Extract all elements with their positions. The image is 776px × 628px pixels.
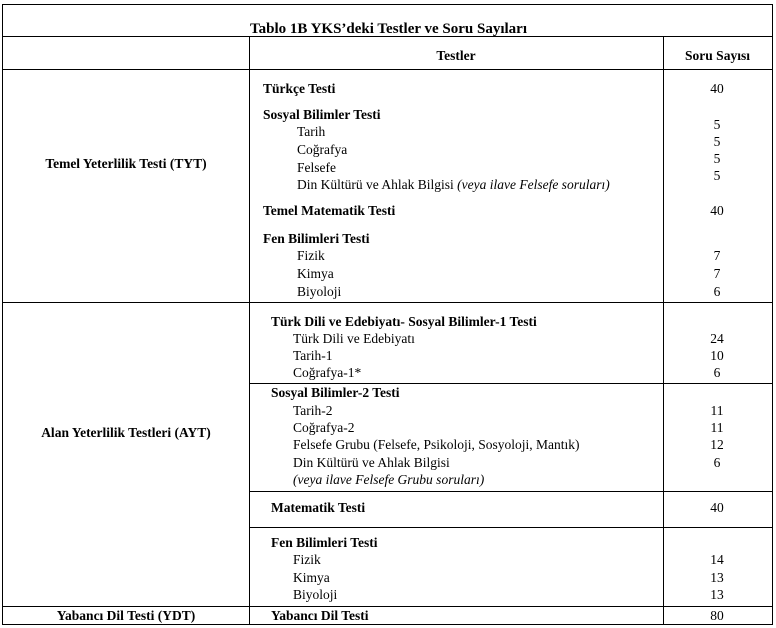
tyt-label: Temel Yeterlilik Testi (TYT) — [45, 156, 207, 171]
ayt-matematik-count: 40 — [710, 500, 724, 515]
ayt-label: Alan Yeterlilik Testleri (AYT) — [41, 425, 211, 440]
divider-ayt-tde — [249, 383, 772, 384]
tyt-sosyal-count: 5 — [713, 117, 721, 132]
tyt-sosyal-count: 5 — [713, 168, 721, 183]
ayt-matematik-label: Matematik Testi — [271, 500, 366, 515]
ayt-tde-item: Coğrafya-1* — [293, 365, 362, 380]
divider-header — [3, 69, 772, 70]
ayt-tde-count: 10 — [710, 348, 724, 363]
tyt-turkce-label: Türkçe Testi — [263, 81, 336, 96]
ayt-sosyal2-count: 11 — [710, 403, 724, 418]
header-tests: Testler — [436, 48, 476, 63]
ayt-sosyal2-count: 12 — [710, 437, 724, 452]
ayt-tde-item: Tarih-1 — [293, 348, 333, 363]
ayt-fen-item: Biyoloji — [293, 587, 338, 602]
ayt-tde-item: Türk Dili ve Edebiyatı — [293, 331, 415, 346]
tyt-fen-count: 6 — [713, 284, 721, 299]
ayt-fen-count: 13 — [710, 570, 724, 585]
divider-tyt-ayt — [3, 302, 772, 303]
ayt-fen-count: 13 — [710, 587, 724, 602]
divider-ayt-sosyal2 — [249, 491, 772, 492]
yks-tests-table — [2, 4, 773, 625]
ayt-fen-count: 14 — [710, 552, 724, 567]
ayt-fen-item: Fizik — [293, 552, 321, 567]
divider-ayt-ydt — [3, 606, 772, 607]
divider-ayt-math — [249, 527, 772, 528]
ayt-tde-label: Türk Dili ve Edebiyatı- Sosyal Bilimler-1 Testi — [271, 314, 537, 329]
ayt-sosyal2-item: Din Kültürü ve Ahlak Bilgisi — [293, 455, 450, 470]
ayt-fen-label: Fen Bilimleri Testi — [271, 535, 378, 550]
table-title: Tablo 1B YKS’deki Testler ve Soru Sayıları — [250, 21, 527, 37]
ayt-sosyal2-count: 6 — [713, 455, 721, 470]
ayt-sosyal2-item: Tarih-2 — [293, 403, 333, 418]
ayt-tde-count: 6 — [713, 365, 721, 380]
header-question-count: Soru Sayısı — [685, 48, 750, 63]
ayt-sosyal2-count: 11 — [710, 420, 724, 435]
tyt-sosyal-count: 5 — [713, 134, 721, 149]
tyt-din-label: Din Kültürü ve Ahlak Bilgisi — [297, 177, 454, 192]
ayt-fen-item: Kimya — [293, 570, 330, 585]
tyt-fen-count: 7 — [713, 266, 721, 281]
tyt-fen-item: Biyoloji — [297, 284, 342, 299]
divider-col-1 — [249, 36, 250, 624]
tyt-sosyal-label: Sosyal Bilimler Testi — [263, 107, 381, 122]
tyt-din-note: (veya ilave Felsefe soruları) — [457, 177, 610, 192]
tyt-sosyal-item — [297, 177, 610, 193]
ydt-test-count: 80 — [710, 608, 724, 623]
tyt-matematik-label: Temel Matematik Testi — [263, 203, 396, 218]
tyt-sosyal-item: Coğrafya — [297, 142, 348, 157]
tyt-turkce-count: 40 — [710, 81, 724, 96]
ydt-label: Yabancı Dil Testi (YDT) — [56, 608, 196, 623]
ayt-sosyal2-label: Sosyal Bilimler-2 Testi — [271, 385, 400, 400]
tyt-fen-label: Fen Bilimleri Testi — [263, 231, 370, 246]
divider-col-2 — [663, 36, 664, 624]
ayt-sosyal2-item: Coğrafya-2 — [293, 420, 355, 435]
tyt-matematik-count: 40 — [710, 203, 724, 218]
tyt-fen-count: 7 — [713, 248, 721, 263]
tyt-sosyal-item: Tarih — [297, 124, 326, 139]
ydt-test-label: Yabancı Dil Testi — [271, 608, 369, 623]
ayt-tde-count: 24 — [710, 331, 724, 346]
ayt-sosyal2-note: (veya ilave Felsefe Grubu soruları) — [293, 472, 485, 487]
tyt-sosyal-item: Felsefe — [297, 160, 336, 175]
tyt-sosyal-count: 5 — [713, 151, 721, 166]
tyt-fen-item: Fizik — [297, 248, 325, 263]
ayt-sosyal2-item: Felsefe Grubu (Felsefe, Psikoloji, Sosyoloji, Mantık) — [293, 437, 580, 452]
tyt-fen-item: Kimya — [297, 266, 334, 281]
